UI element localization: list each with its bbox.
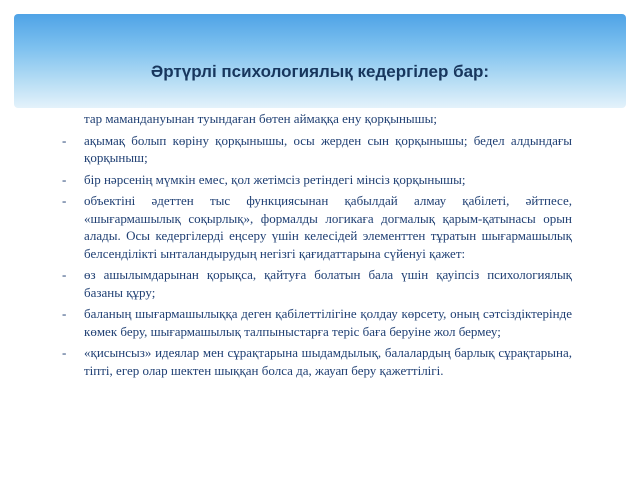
list-bullet: - xyxy=(62,193,67,208)
list-bullet: - xyxy=(62,171,67,187)
list-item xyxy=(62,132,572,167)
header-gradient-band xyxy=(14,14,626,108)
list-item-text: тар мамандануынан туындаған бөтен аймаққа ену қорқынышы; xyxy=(84,111,437,126)
list-bullet: - xyxy=(62,267,67,282)
list-item-text: объектіні әдеттен тыс функциясынан қабылдай алмау қабілеті, әйтпесе, «шығармашылық соқырлық», формалды логикаға догмалық қарым-қатынасы орын алады. Осы кедергілерді еңсеру үшін келесідей элементтен тұратын шығармашылық белсенділікті ынталандырудың негізгі қағидаттарына сүйенуі қажет: xyxy=(84,193,572,261)
list-item-text: ақымақ болып көріну қорқынышы, осы жерден сын қорқынышы; бедел алдындағы қорқыныш; xyxy=(84,132,572,165)
slide-title: Әртүрлі психологиялық кедергілер бар: xyxy=(150,62,490,81)
list-item-text: бір нәрсенің мүмкін емес, қол жетімсіз ретіндегі мінсіз қорқынышы; xyxy=(84,171,466,187)
list-bullet: - xyxy=(62,345,67,360)
list-item xyxy=(62,305,572,340)
list-item xyxy=(62,171,572,189)
list-item xyxy=(62,110,572,128)
list-item xyxy=(62,344,572,379)
list-bullet: - xyxy=(62,306,67,321)
list-item-text: баланың шығармашылыққа деген қабілеттілігіне қолдау көрсету, оның сәтсіздіктерінде көмек беру, шығармашылық талпыныстарға теріс баға беруіне жол бермеу; xyxy=(84,306,572,339)
list-item-text: «қисынсыз» идеялар мен сұрақтарына шыдамдылық, балалардың барлық сұрақтарына, тіпті, егер олар шектен шыққан болса да, жауап беру қажеттілігі. xyxy=(84,345,572,378)
list-bullet: - xyxy=(62,132,67,148)
list-item xyxy=(62,266,572,301)
list-item-text: өз ашылымдарынан қорықса, қайтуға болатын бала үшін қауіпсіз психологиялық базаны құру; xyxy=(84,267,572,300)
list-item xyxy=(62,192,572,262)
bullet-list xyxy=(62,110,572,383)
